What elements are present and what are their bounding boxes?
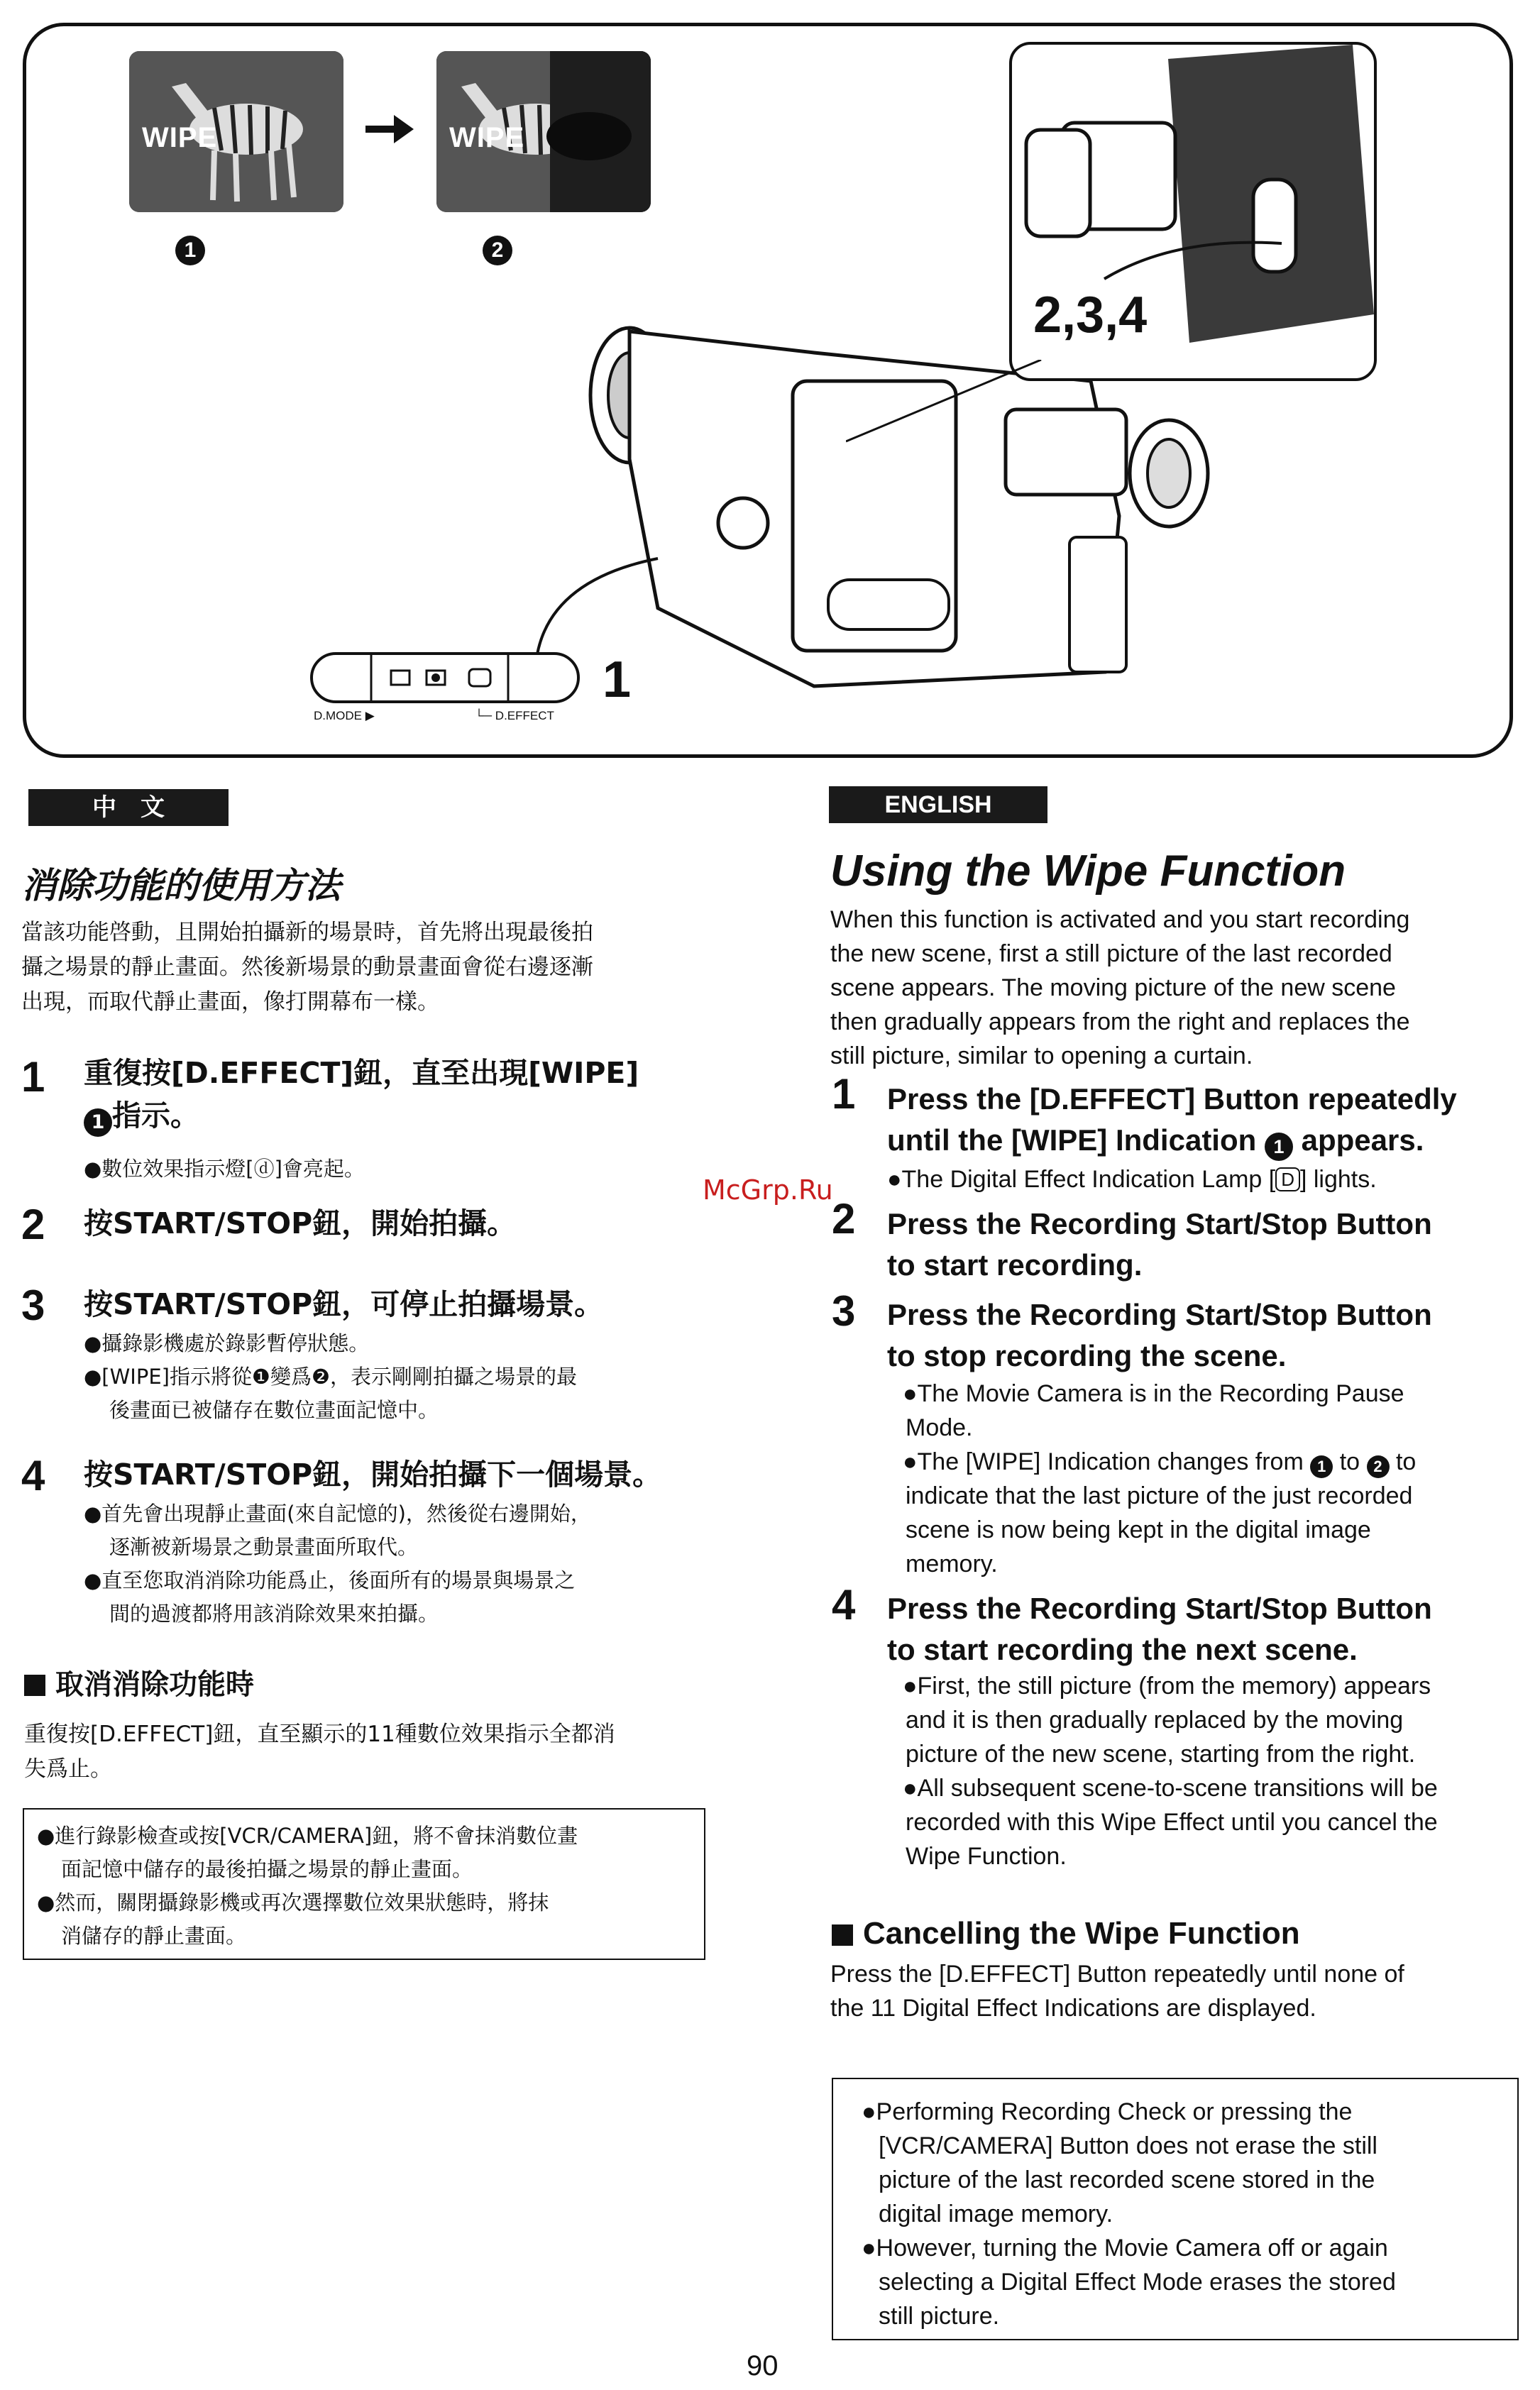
zh-note-line: ●進行錄影檢查或按[VCR/CAMERA]鈕，將不會抹消數位畫 bbox=[37, 1824, 578, 1848]
en-step-2 bbox=[887, 1204, 1533, 1286]
square-bullet-icon bbox=[832, 1924, 853, 1946]
zh-bullet: ●[WIPE]指示將從❶變爲❷，表示剛剛拍攝之場景的最 bbox=[84, 1365, 577, 1389]
zh-step-line: 指示。 bbox=[112, 1098, 199, 1133]
zh-note-line: ●然而，關閉攝錄影機或再次選擇數位效果狀態時，將抹 bbox=[37, 1890, 549, 1915]
en-step-line: Press the Recording Start/Stop Button bbox=[887, 1207, 1432, 1240]
en-bullet: indicate that the last picture of the just recorded bbox=[906, 1482, 1413, 1509]
marker-2-icon: 2 bbox=[1367, 1455, 1390, 1478]
zh-intro bbox=[21, 915, 717, 1020]
zh-title: 消除功能的使用方法 bbox=[21, 865, 341, 906]
marker-1-icon: 1 bbox=[175, 236, 205, 265]
zh-cancel-line: 重復按[D.EFFECT]鈕，直至顯示的11種數位效果指示全都消 bbox=[24, 1722, 615, 1747]
en-step-line: Press the Recording Start/Stop Button bbox=[887, 1592, 1432, 1625]
section-tab-chinese: 中 文 bbox=[28, 789, 229, 826]
en-intro-line: still picture, similar to opening a curtain. bbox=[830, 1042, 1253, 1069]
en-bullet: scene is now being kept in the digital image bbox=[906, 1516, 1371, 1543]
zh-cancel-heading bbox=[24, 1662, 254, 1702]
arrow-right-icon bbox=[365, 111, 415, 147]
en-cancel-line: the 11 Digital Effect Indications are displayed. bbox=[830, 1995, 1316, 2022]
zh-step-line: 重復按[D.EFFECT]鈕，直至出現[WIPE] bbox=[84, 1056, 639, 1090]
en-note-line: ●Performing Recording Check or pressing the bbox=[862, 2098, 1353, 2125]
en-bullet: and it is then gradually replaced by the moving bbox=[906, 1707, 1404, 1734]
en-step-line: to start recording. bbox=[887, 1248, 1143, 1282]
en-bullet: picture of the new scene, starting from the right. bbox=[906, 1741, 1416, 1768]
camera-inset bbox=[1009, 42, 1377, 381]
square-bullet-icon bbox=[24, 1675, 45, 1696]
marker-2-icon: 2 bbox=[483, 236, 512, 265]
zh-intro-line: 出現，而取代靜止畫面，像打開幕布一樣。 bbox=[21, 989, 439, 1015]
zh-note-line: 消儲存的靜止畫面。 bbox=[61, 1924, 247, 1948]
en-bullet: ] lights. bbox=[1299, 1166, 1377, 1193]
en-step-1 bbox=[887, 1079, 1533, 1161]
en-note-line: selecting a Digital Effect Mode erases the stored bbox=[879, 2269, 1396, 2296]
zh-step-1-bullets bbox=[84, 1152, 365, 1186]
switch-icons bbox=[313, 655, 577, 700]
en-note-line: ●However, turning the Movie Camera off or again bbox=[862, 2235, 1388, 2262]
zh-bullet: 逐漸被新場景之動景畫面所取代。 bbox=[109, 1535, 419, 1559]
en-step-1-bullet bbox=[887, 1162, 1533, 1196]
en-bullet: Mode. bbox=[906, 1414, 973, 1441]
zh-note-line: 面記憶中儲存的最後拍攝之場景的靜止畫面。 bbox=[61, 1857, 473, 1881]
en-note-line: still picture. bbox=[879, 2303, 1000, 2330]
zh-bullet: ●數位效果指示燈[ⓓ]會亮起。 bbox=[84, 1157, 365, 1181]
marker-1-icon: 1 bbox=[84, 1108, 112, 1137]
zh-cancel-line: 失爲止。 bbox=[24, 1756, 112, 1782]
en-step-number: 4 bbox=[832, 1581, 856, 1629]
dmode-label: D.MODE ▶ bbox=[314, 709, 375, 722]
en-bullet: ●First, the still picture (from the memory) appears bbox=[903, 1673, 1431, 1700]
en-bullet: to bbox=[1339, 1448, 1360, 1475]
illustration-panel bbox=[23, 23, 1513, 758]
zh-bullet: ●直至您取消消除功能爲止，後面所有的場景與場景之 bbox=[84, 1568, 576, 1592]
en-bullet: ●All subsequent scene-to-scene transitions will be bbox=[903, 1775, 1438, 1802]
en-step-number: 2 bbox=[832, 1195, 856, 1243]
zh-cancel-body bbox=[24, 1717, 720, 1787]
zh-step-4-bullets bbox=[84, 1497, 722, 1631]
en-step-line: Press the Recording Start/Stop Button bbox=[887, 1298, 1432, 1331]
page-number: 90 bbox=[747, 2350, 779, 2381]
en-note-line: digital image memory. bbox=[879, 2201, 1113, 2227]
section-tab-english: ENGLISH bbox=[829, 786, 1047, 823]
wipe-label: WIPE bbox=[142, 122, 218, 153]
en-bullet: Wipe Function. bbox=[906, 1843, 1067, 1870]
en-step-line: to start recording the next scene. bbox=[887, 1633, 1358, 1666]
en-bullet: ●The [WIPE] Indication changes from bbox=[903, 1448, 1304, 1475]
en-step-4-bullets bbox=[903, 1669, 1534, 1873]
zh-intro-line: 當該功能啓動，且開始拍攝新的場景時，首先將出現最後拍 bbox=[21, 920, 593, 945]
switch-leader bbox=[523, 551, 665, 658]
en-step-number: 3 bbox=[832, 1287, 856, 1335]
zh-bullet: 間的過渡都將用該消除效果來拍攝。 bbox=[109, 1602, 439, 1626]
inset-connector bbox=[846, 360, 1045, 445]
en-intro-line: the new scene, first a still picture of the last recorded bbox=[830, 940, 1392, 967]
en-intro-line: scene appears. The moving picture of the new scene bbox=[830, 974, 1396, 1001]
wipe-thumbnail-before bbox=[129, 51, 343, 212]
zh-step-number: 2 bbox=[21, 1201, 45, 1248]
zh-step-number: 3 bbox=[21, 1282, 45, 1329]
en-bullet-wipe-change bbox=[903, 1445, 1534, 1479]
en-cancel-line: Press the [D.EFFECT] Button repeatedly until none of bbox=[830, 1961, 1404, 1988]
zh-step-2 bbox=[84, 1202, 516, 1245]
en-step-line: until the [WIPE] Indication bbox=[887, 1123, 1257, 1157]
en-note-line: picture of the last recorded scene stored in the bbox=[879, 2166, 1375, 2193]
zh-cancel-heading-text: 取消消除功能時 bbox=[55, 1668, 254, 1701]
deffect-label: └─ D.EFFECT bbox=[475, 709, 554, 722]
zh-step-number: 1 bbox=[21, 1053, 45, 1101]
wipe-label: WIPE bbox=[449, 122, 525, 153]
en-bullet: to bbox=[1395, 1448, 1417, 1475]
zh-bullet: ●首先會出現靜止畫面(來自記憶的)，然後從右邊開始， bbox=[84, 1502, 591, 1526]
zh-step-number: 4 bbox=[21, 1452, 45, 1499]
wipe-thumbnail-after bbox=[436, 51, 651, 212]
en-step-4 bbox=[887, 1588, 1533, 1670]
en-cancel-heading bbox=[832, 1916, 1300, 1951]
en-note-box bbox=[832, 2078, 1519, 2340]
marker-1-icon: 1 bbox=[1265, 1133, 1293, 1161]
dmode-switch bbox=[310, 652, 580, 703]
en-step-line: Press the [D.EFFECT] Button repeatedly bbox=[887, 1082, 1457, 1116]
digital-effect-lamp-icon: D bbox=[1275, 1167, 1300, 1191]
zh-step-line: 按START/STOP鈕，開始拍攝。 bbox=[84, 1206, 517, 1240]
en-cancel-body bbox=[830, 1957, 1533, 2025]
zh-step-3-bullets bbox=[84, 1327, 722, 1427]
en-step-line: appears. bbox=[1301, 1123, 1424, 1157]
zh-step-3 bbox=[84, 1283, 603, 1326]
en-note-line: [VCR/CAMERA] Button does not erase the still bbox=[879, 2132, 1377, 2159]
zh-bullet: ●攝錄影機處於錄影暫停狀態。 bbox=[84, 1331, 370, 1355]
en-step-line: to stop recording the scene. bbox=[887, 1339, 1287, 1372]
zh-bullet: 後畫面已被儲存在數位畫面記憶中。 bbox=[109, 1398, 439, 1422]
en-title: Using the Wipe Function bbox=[830, 847, 1346, 896]
watermark: McGrp.Ru bbox=[703, 1174, 833, 1206]
en-step-3 bbox=[887, 1294, 1533, 1377]
en-bullet: memory. bbox=[906, 1551, 998, 1577]
zh-step-1 bbox=[84, 1052, 722, 1137]
en-step-3-bullets bbox=[903, 1377, 1534, 1581]
zh-intro-line: 攝之場景的靜止畫面。然後新場景的動景畫面會從右邊逐漸 bbox=[21, 954, 593, 980]
callout-1: 1 bbox=[603, 651, 632, 708]
en-intro bbox=[830, 903, 1533, 1073]
marker-1-icon: 1 bbox=[1310, 1455, 1333, 1478]
en-intro-line: then gradually appears from the right and replaces the bbox=[830, 1008, 1410, 1035]
en-bullet: recorded with this Wipe Effect until you cancel the bbox=[906, 1809, 1438, 1836]
en-cancel-heading-text: Cancelling the Wipe Function bbox=[863, 1916, 1300, 1951]
zh-note-box bbox=[23, 1808, 705, 1960]
zh-step-line: 按START/STOP鈕，開始拍攝下一個場景。 bbox=[84, 1458, 662, 1492]
en-bullet: ●The Digital Effect Indication Lamp [ bbox=[887, 1166, 1276, 1193]
callout-2-3-4: 2,3,4 bbox=[1033, 287, 1148, 343]
zh-step-line: 按START/STOP鈕，可停止拍攝場景。 bbox=[84, 1287, 604, 1321]
en-bullet: ●The Movie Camera is in the Recording Pause bbox=[903, 1380, 1404, 1407]
en-step-number: 1 bbox=[832, 1070, 856, 1118]
en-intro-line: When this function is activated and you start recording bbox=[830, 906, 1410, 933]
zh-step-4 bbox=[84, 1453, 661, 1496]
